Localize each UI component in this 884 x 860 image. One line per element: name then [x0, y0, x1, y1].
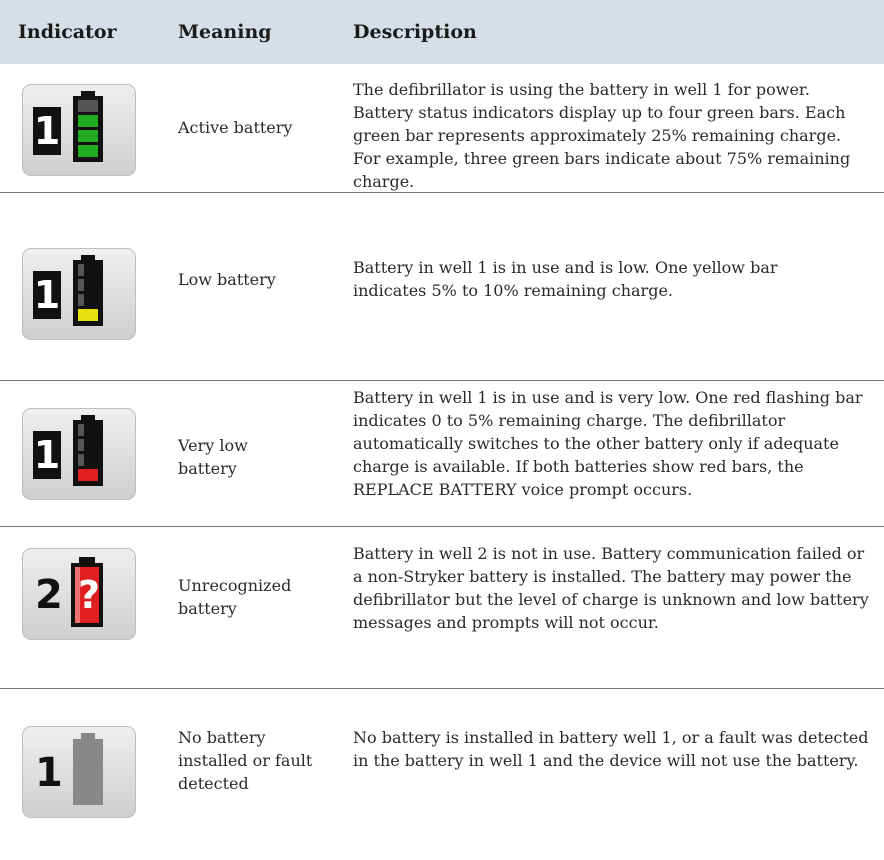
meaning-text: No battery installed or fault detected: [178, 728, 313, 793]
battery-well-number: 1: [33, 109, 61, 153]
table-header: [0, 0, 884, 64]
question-mark-icon: ?: [77, 573, 101, 617]
battery-well-number: 1: [33, 433, 61, 477]
battery-graphic: [23, 409, 135, 499]
battery-well-number: 1: [33, 273, 61, 317]
battery-very-low-icon: [22, 408, 136, 500]
header-meaning: Meaning: [178, 21, 272, 43]
meaning-text: Active battery: [178, 118, 293, 137]
header-indicator: Indicator: [18, 21, 117, 43]
table-row: [0, 688, 884, 860]
battery-active-icon: [22, 84, 136, 176]
battery-low-icon: [22, 248, 136, 340]
table-row: [0, 380, 884, 527]
description-text: The defibrillator is using the battery in well 1 for power. Battery status indicators display up to four green bars. Each green bar represents approximately 25% remaining charge. For example, three green bars indicate about 75% remaining charge.: [353, 80, 851, 191]
description-text: Battery in well 1 is in use and is low. One yellow bar indicates 5% to 10% remaining charge.: [353, 258, 778, 300]
meaning-text: Unrecognized battery: [178, 576, 292, 618]
battery-well-number: 1: [35, 750, 63, 796]
table-row: [0, 64, 884, 193]
battery-graphic: [23, 727, 135, 817]
description-text: Battery in well 2 is not in use. Battery communication failed or a non-Stryker battery is installed. The battery may power the defibrillator but the level of charge is unknown and low battery messages and prompts will not occur.: [353, 544, 869, 632]
battery-graphic: [23, 85, 135, 175]
battery-unrecognized-icon: [22, 548, 136, 640]
meaning-text: Very low battery: [178, 436, 248, 478]
battery-graphic: [23, 249, 135, 339]
meaning-text: Low battery: [178, 270, 276, 289]
table-row: [0, 192, 884, 381]
header-description: Description: [353, 21, 477, 43]
description-text: Battery in well 1 is in use and is very low. One red flashing bar indicates 0 to 5% remaining charge. The defibrillator automatically switches to the other battery only if adequate charge is available. If both batteries show red bars, the REPLACE BATTERY voice prompt occurs.: [353, 388, 863, 499]
description-text: No battery is installed in battery well 1, or a fault was detected in the battery in well 1 and the device will not use the battery.: [353, 728, 869, 770]
battery-none-icon: [22, 726, 136, 818]
battery-well-number: 2: [35, 572, 63, 618]
table-row: [0, 526, 884, 689]
